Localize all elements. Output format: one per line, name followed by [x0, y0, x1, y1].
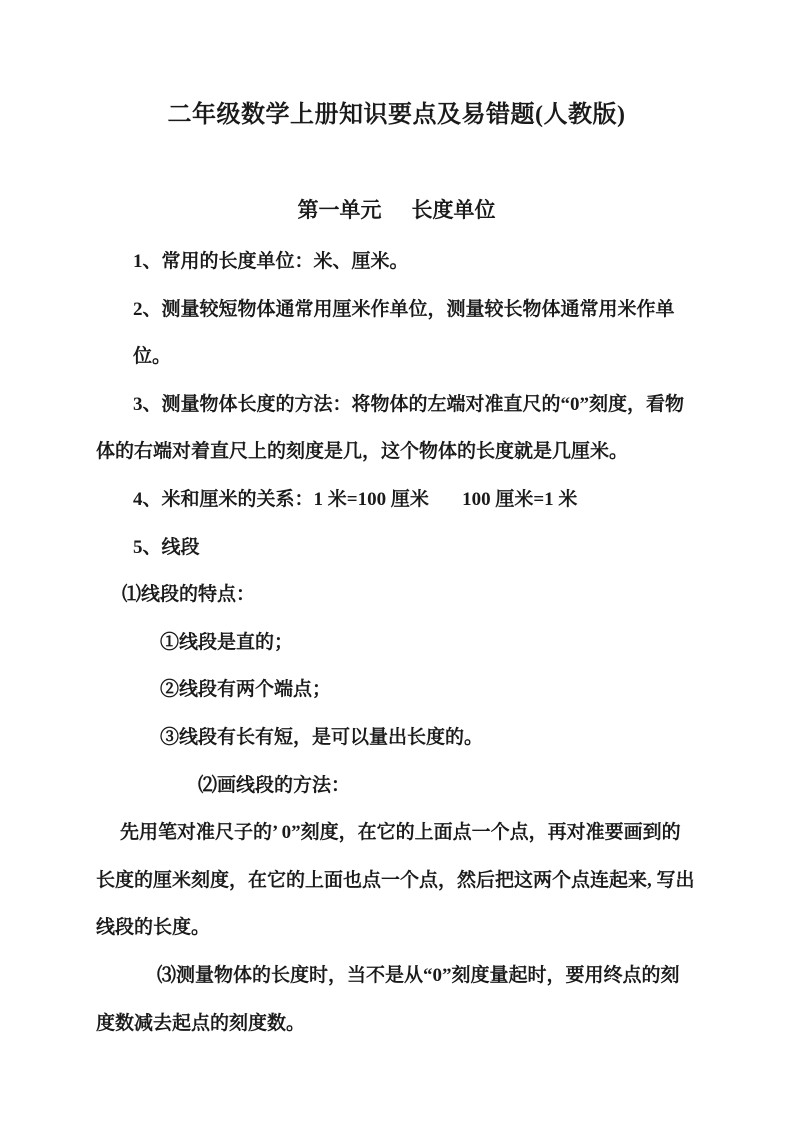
paragraph-line-1: 1、常用的长度单位：米、厘米。	[133, 251, 409, 272]
paragraph-line-12: 先用笔对准尺子的’ 0”刻度，在它的上面点一个点，再对准要画到的	[120, 822, 681, 844]
paragraph-line-3: 3、测量物体长度的方法：将物体的左端对准直尺的“0”刻度，看物	[133, 393, 685, 415]
paragraph-line-2: 2、测量较短物体通常用厘米作单位，测量较长物体通常用米作单位。	[133, 298, 675, 368]
document-title: 二年级数学上册知识要点及易错题(人教版)	[167, 102, 626, 128]
paragraph-line-15: ⑶测量物体的长度时，当不是从“0”刻度量起时，要用终点的刻	[157, 964, 680, 986]
paragraph-line-13: 长度的厘米刻度，在它的上面也点一个点，然后把这两个点连起来, 写出	[96, 869, 695, 891]
section-heading-unit: 第一单元	[297, 198, 382, 222]
paragraph-line-5: 4、米和厘米的关系：1 米=100 厘米 100 厘米=1 米	[133, 488, 578, 510]
paragraph-line-11: ⑵画线段的方法：	[198, 774, 351, 796]
paragraph-line-16: 度数减去起点的刻度数。	[96, 1012, 306, 1034]
paragraph-line-9: ②线段有两个端点；	[160, 679, 332, 701]
section-heading-name: 长度单位	[411, 198, 496, 222]
paragraph-line-4: 体的右端对着直尺上的刻度是几，这个物体的长度就是几厘米。	[96, 441, 629, 463]
paragraph-line-7: ⑴线段的特点：	[122, 584, 256, 606]
section-heading	[0, 195, 793, 225]
document-body	[96, 238, 703, 1047]
paragraph-line-10: ③线段有长有短，是可以量出长度的。	[160, 726, 484, 748]
paragraph-line-14: 线段的长度。	[96, 917, 211, 939]
paragraph-line-6: 5、线段	[133, 536, 200, 558]
paragraph-line-8: ①线段是直的；	[160, 631, 294, 653]
